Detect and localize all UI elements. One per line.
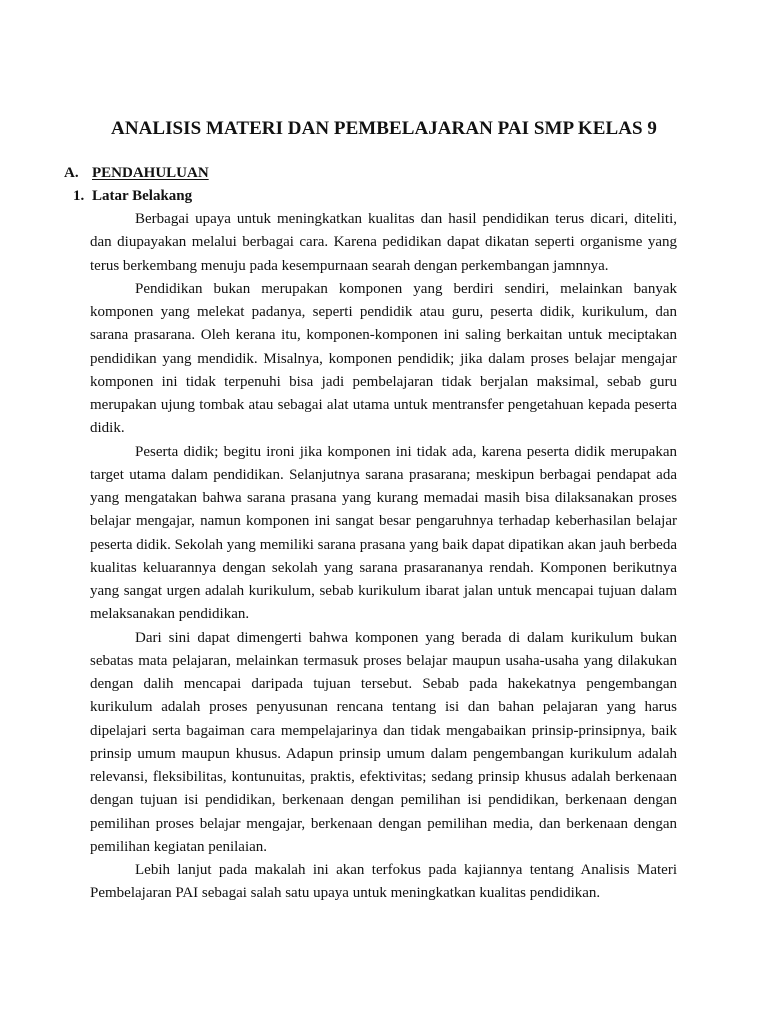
section-heading-text: PENDAHULUAN [92, 165, 209, 181]
subsection-heading [73, 185, 192, 207]
section-marker: A. [64, 165, 79, 181]
subsection-marker: 1. [73, 188, 85, 204]
paragraph: Pendidikan bukan merupakan komponen yang berdiri sendiri, melainkan banyak komponen yang melekat padanya, seperti pendidik atau guru, peserta didik, kurikulum, dan sarana prasarana. Oleh kerana itu, komponen-komponen ini saling berkaitan untuk meciptakan pendidikan yang mendidik. Misalnya, komponen pendidik; jika dalam proses belajar mengajar komponen ini tidak terpenuhi bisa jadi pembelajaran tidak berjalan maksimal, sebab guru merupakan ujung tombak atau sebagai alat utama untuk mentransfer pengetahuan kepada peserta didik. [90, 280, 677, 437]
section-heading [64, 162, 209, 184]
body-text [90, 208, 677, 906]
paragraph: Lebih lanjut pada makalah ini akan terfokus pada kajiannya tentang Analisis Materi Pembelajaran PAI sebagai salah satu upaya untuk meningkatkan kualitas pendidikan. [90, 862, 677, 902]
subsection-heading-text: Latar Belakang [92, 188, 193, 204]
paragraph: Berbagai upaya untuk meningkatkan kualitas dan hasil pendidikan terus dicari, diteliti, dan diupayakan melalui berbagai cara. Karena pedidikan dapat dikatan seperti organisme yang terus berkembang menuju pada kesempurnaan searah dengan perkembangan jamnnya. [90, 211, 677, 274]
paragraph: Dari sini dapat dimengerti bahwa komponen yang berada di dalam kurikulum bukan sebatas mata pelajaran, melainkan termasuk proses belajar maupun usaha-usaha yang dilakukan dengan dalih mencapai daripada tujuan tersebut. Sebab pada hakekatnya pengembangan kurikulum adalah proses penyusunan rencana tentang isi dan bahan pelajaran yang harus dipelajari serta bagaiman cara mempelajarinya dan tidak mengabaikan prinsip-prinsipnya, baik prinsip umum maupun khusus. Adapun prinsip umum dalam pengembangan kurikulum adalah relevansi, fleksibilitas, kontunuitas, praktis, efektivitas; sedang prinsip khusus adalah berkenaan dengan tujuan isi pendidikan, berkenaan dengan pemilihan isi pendidikan, berkenaan dengan pemilihan proses belajar mengajar, berkenaan dengan pemilihan media, dan berkenaan dengan pemilihan kegiatan penilaian. [90, 629, 677, 855]
paragraph: Peserta didik; begitu ironi jika komponen ini tidak ada, karena peserta didik merupakan target utama dalam pendidikan. Selanjutnya sarana prasarana; meskipun berbagai pendapat ada yang mengatakan bahwa sarana prasana yang kurang memadai masih bisa dilaksanakan proses belajar mengajar, namun komponen ini sangat besar pengaruhnya terhadap keberhasilan belajar peserta didik. Sekolah yang memiliki sarana prasana yang baik dapat dipatikan akan jauh berbeda kualitas keluarannya dengan sekolah yang sarana prasarananya rendah. Komponen berikutnya yang sangat urgen adalah kurikulum, sebab kurikulum ibarat jalan untuk mencapai tujuan dalam melaksanakan pendidikan. [90, 443, 677, 623]
document-title: ANALISIS MATERI DAN PEMBELAJARAN PAI SMP KELAS 9 [111, 118, 657, 139]
